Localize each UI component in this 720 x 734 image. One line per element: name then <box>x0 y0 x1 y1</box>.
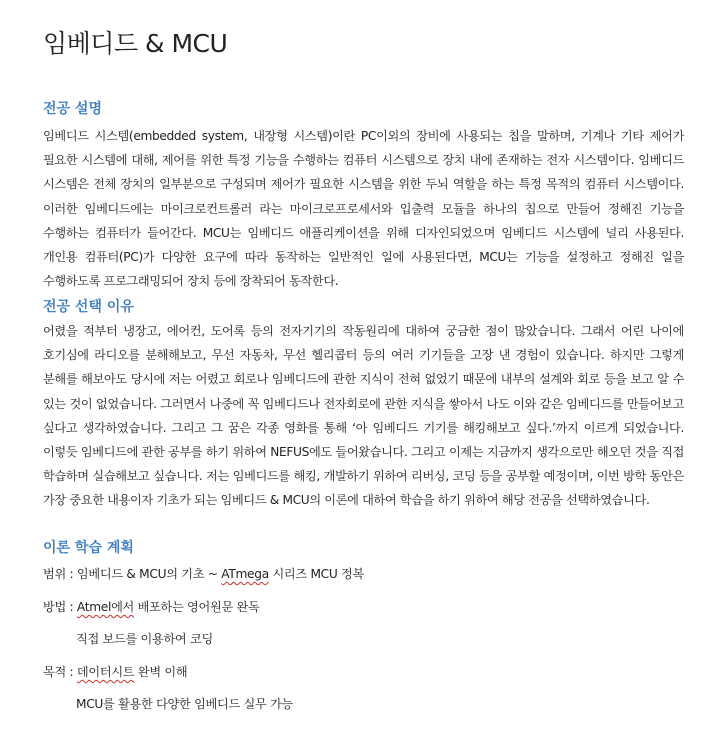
plan-scope-label: 범위 : <box>43 567 74 581</box>
document-title: 임베디드 & MCU <box>43 29 228 58</box>
plan-goal-line <box>43 663 187 680</box>
plan-goal-text: 완벽 이해 <box>134 665 188 679</box>
section-body-major-description: 임베디드 시스템(embedded system, 내장형 시스템)이란 PC이외의 장비에 사용되는 칩을 말하며, 기계나 기타 제어가 필요한 시스템에 대해, 제어를 위한 특정 기능을 수행하는 컴퓨터 시스템으로 장치 내에 존재하는 전자 시스템이다. 임베디드 시스템은 전체 장치의 일부분으로 구성되며 제어가 필요한 시스템을 위한 두뇌 역할을 하는 특정 목적의 컴퓨터 시스템이다. 이러한 임베디드에는 마이크로컨트롤러 라는 마이크로프로세서와 입출력 모듈을 하나의 칩으로 만들어 정해진 기능을 수행하는 컴퓨터가 들어간다. MCU는 임베디드 애플리케이션을 위해 디자인되었으며 임베디드 시스템에 널리 사용된다. 개인용 컴퓨터(PC)가 다양한 요구에 따라 동작하는 일반적인 일에 사용된다면, MCU는 기능을 설정하고 정해진 일을 수행하도록 프로그래밍되어 장치 등에 장착되어 동작한다. <box>43 129 684 289</box>
plan-scope-text-pre: 임베디드 & MCU의 기초 ~ <box>76 567 222 581</box>
plan-goal-line-2: MCU를 활용한 다양한 임베디드 실무 가능 <box>76 697 294 711</box>
section-heading-study-plan: 이론 학습 계획 <box>43 540 134 556</box>
plan-scope-text-post: 시리즈 MCU 정복 <box>268 567 365 581</box>
spellcheck-word-atmega: ATmega <box>221 567 269 581</box>
section-body-major-reason: 어렸을 적부터 냉장고, 에어컨, 도어록 등의 전자기기의 작동원리에 대하여 궁금한 점이 많았습니다. 그래서 어린 나이에 호기심에 라디오를 분해해보고, 무선 자동차, 무선 헬리콥터 등의 여러 기기들을 고장 낸 경험이 있습니다. 하지만 그렇게 분해를 해보아도 당시에 저는 어렸고 회로나 임베디드에 관한 지식이 전혀 없었기 때문에 내부의 설계와 회로 등을 보고 알 수 있는 것이 없었습니다. 그러면서 나중에 꼭 임베디드나 전자회로에 관한 지식을 쌓아서 나도 이와 같은 임베디드를 만들어보고 싶다고 생각하였습니다. 그리고 그 꿈은 각종 영화를 통해 ‘아 임베디드 기기를 해킹해보고 싶다.’까지 이르게 되었습니다. 이렇듯 임베디드에 관한 공부를 하기 위하여 NEFUS에도 들어왔습니다. 그리고 이제는 지금까지 생각으로만 해오던 것을 직접 학습하며 실습해보고 싶습니다. 저는 임베디드를 해킹, 개발하기 위하여 리버싱, 코딩 등을 공부할 예정이며, 이번 방학 동안은 가장 중요한 내용이자 기초가 되는 임베디드 & MCU의 이론에 대하여 학습을 하기 위하여 해당 전공을 선택하였습니다. <box>43 324 684 508</box>
spellcheck-word-atmel: Atmel에서 <box>76 600 135 614</box>
section-heading-major-reason: 전공 선택 이유 <box>43 299 134 315</box>
plan-method-line <box>43 598 259 615</box>
section-heading-major-description: 전공 설명 <box>43 101 102 117</box>
plan-method-text: 배포하는 영어원문 완독 <box>134 600 260 614</box>
plan-method-line-2: 직접 보드를 이용하여 코딩 <box>76 632 213 646</box>
plan-goal-label: 목적 : <box>43 665 74 679</box>
plan-scope-line <box>43 565 364 582</box>
spellcheck-word-datasheet: 데이터시트 <box>76 665 135 679</box>
plan-method-label: 방법 : <box>43 600 74 614</box>
